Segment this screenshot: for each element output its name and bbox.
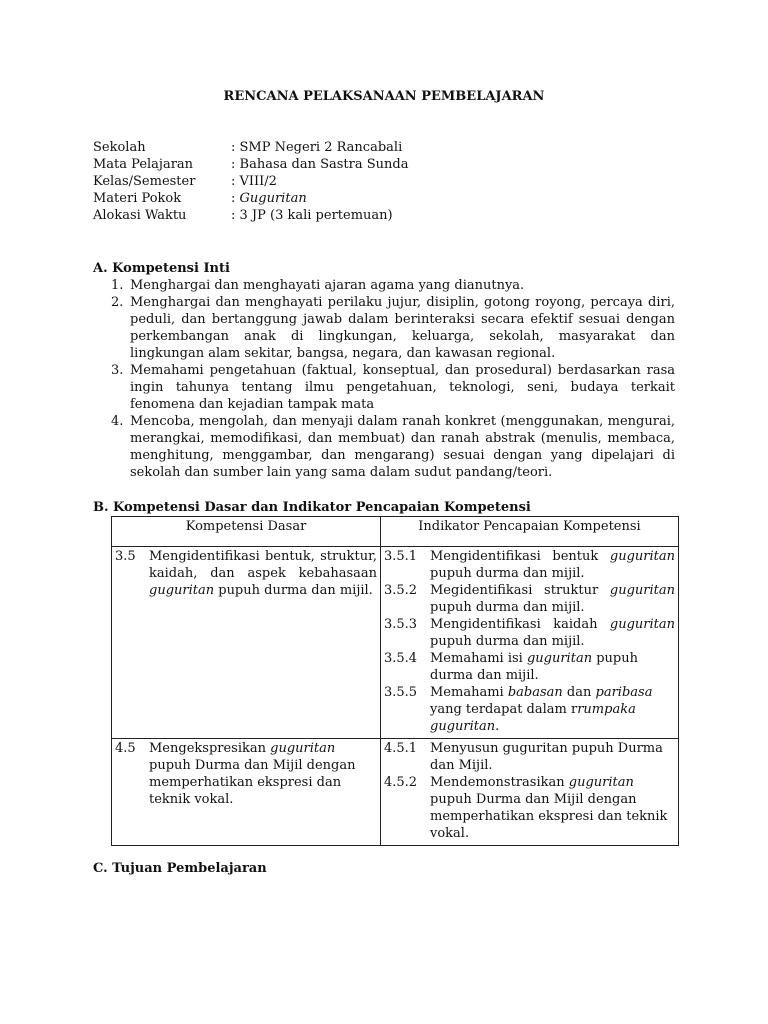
identity-row-topic xyxy=(93,190,408,207)
column-header-indicator: Indikator Pencapaian Kompetensi xyxy=(381,517,679,547)
identity-value: : 3 JP (3 kali pertemuan) xyxy=(231,208,393,223)
table-header-row xyxy=(112,517,679,547)
indicator-cell xyxy=(381,739,679,846)
section-a-heading: A. Kompetensi Inti xyxy=(93,261,230,276)
indicator-item: 3.5.2 Megidentifikasi struktur guguritan pupuh durma dan mijil. xyxy=(384,583,675,615)
identity-value: : Bahasa dan Sastra Sunda xyxy=(231,157,409,172)
identity-value: : SMP Negeri 2 Rancabali xyxy=(231,140,403,155)
list-item: 3. Memahami pengetahuan (faktual, konseptual, dan prosedural) berdasarkan rasa ingin tahunya tentang ilmu pengetahuan, teknologi, seni, budaya terkait fenomena dan kejadian tampak mata xyxy=(111,363,675,412)
identity-row-class xyxy=(93,173,408,190)
identity-value: : VIII/2 xyxy=(231,174,277,189)
column-header-kd: Kompetensi Dasar xyxy=(112,517,381,547)
table-row xyxy=(112,739,679,846)
identity-label: Kelas/Semester xyxy=(93,174,196,189)
indicator-item: 4.5.1 Menyusun guguritan pupuh Durma dan Mijil. xyxy=(384,741,663,773)
indicator-item: 3.5.5 Memahami babasan dan paribasa yang terdapat dalam rrumpaka guguritan. xyxy=(384,685,653,734)
identity-value: : Guguritan xyxy=(231,191,307,206)
identity-label: Alokasi Waktu xyxy=(93,208,187,223)
section-b-heading: B. Kompetensi Dasar dan Indikator Pencapaian Kompetensi xyxy=(93,500,531,515)
kd-cell: 4.5 Mengekspresikan guguritan pupuh Durma dan Mijil dengan memperhatikan ekspresi dan teknik vokal. xyxy=(112,739,381,846)
document-title: RENCANA PELAKSANAAN PEMBELAJARAN xyxy=(223,89,545,104)
identity-row-time xyxy=(93,207,408,224)
core-competency-list xyxy=(111,277,675,481)
kd-cell: 3.5 Mengidentifikasi bentuk, struktur, kaidah, dan aspek kebahasaan guguritan pupuh durma dan mijil. xyxy=(112,547,381,739)
identity-label: Materi Pokok xyxy=(93,191,182,206)
table-row xyxy=(112,547,679,739)
identity-row-subject xyxy=(93,156,408,173)
indicator-item: 3.5.1 Mengidentifikasi bentuk guguritan pupuh durma dan mijil. xyxy=(384,549,675,581)
list-item: 2. Menghargai dan menghayati perilaku jujur, disiplin, gotong royong, percaya diri, peduli, dan bertanggung jawab dalam berinteraksi secara efektif sesuai dengan perkembangan anak di lingkungan, keluarga, sekolah, masyarakat dan lingkungan alam sekitar, bangsa, negara, dan kawasan regional. xyxy=(111,295,675,361)
indicator-item: 3.5.3 Mengidentifikasi kaidah guguritan pupuh durma dan mijil. xyxy=(384,617,675,649)
identity-label: Sekolah xyxy=(93,140,146,155)
list-item: 4. Mencoba, mengolah, dan menyaji dalam ranah konkret (menggunakan, mengurai, merangkai, memodifikasi, dan membuat) dan ranah abstrak (menulis, membaca, menghitung, menggambar, dan mengarang) sesuai dengan yang dipelajari di sekolah dan sumber lain yang sama dalam sudut pandang/teori. xyxy=(111,414,675,480)
indicator-item: 3.5.4 Memahami isi guguritan pupuh durma dan mijil. xyxy=(384,651,638,683)
section-c-heading: C. Tujuan Pembelajaran xyxy=(93,861,267,876)
list-item: 1. Menghargai dan menghayati ajaran agama yang dianutnya. xyxy=(111,278,525,293)
identity-block xyxy=(93,139,408,224)
indicator-item: 4.5.2 Mendemonstrasikan guguritan pupuh Durma dan Mijil dengan memperhatikan ekspresi dan teknik vokal. xyxy=(384,775,668,841)
competency-table xyxy=(111,516,679,846)
indicator-cell xyxy=(381,547,679,739)
identity-row-school xyxy=(93,139,408,156)
identity-label: Mata Pelajaran xyxy=(93,157,194,172)
